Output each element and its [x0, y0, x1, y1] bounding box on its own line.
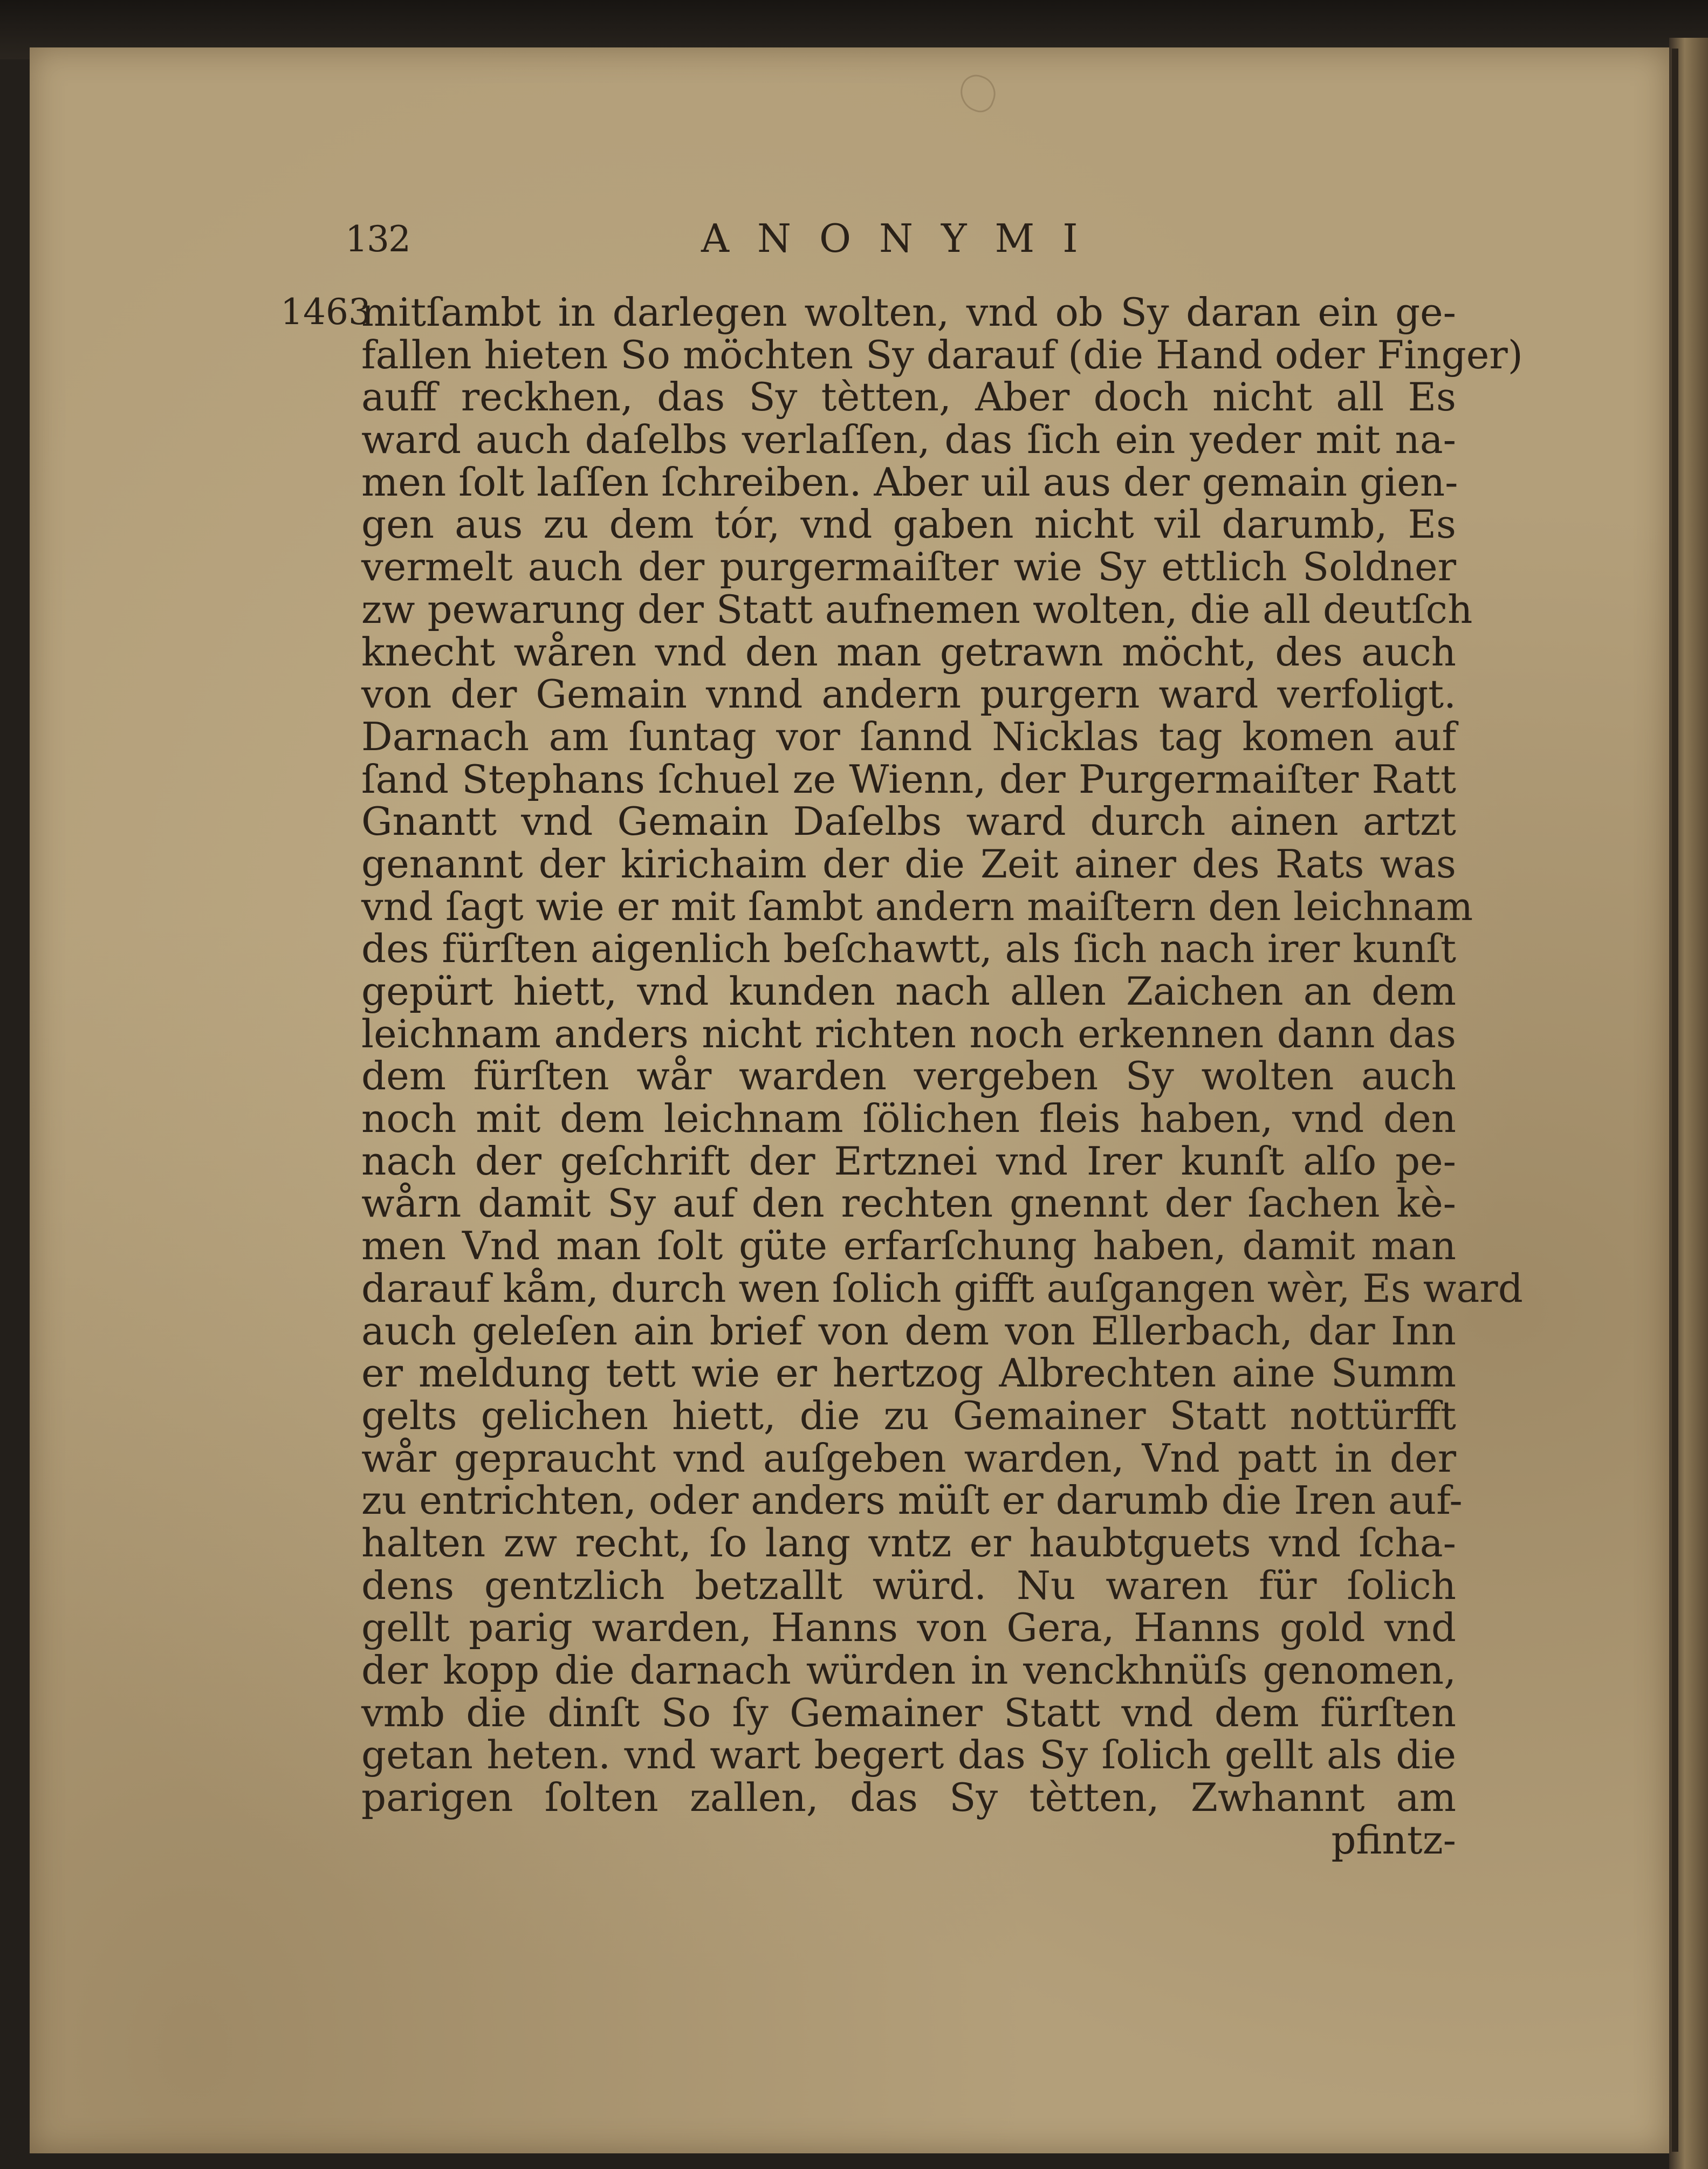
text-line: Darnach am ſuntag vor ſannd Nicklas tag komen auf — [361, 713, 1456, 759]
text-line: Gnantt vnd Gemain Daſelbs ward durch ainen artzt — [361, 799, 1456, 845]
text-line: vermelt auch der purgermaiſter wie Sy ettlich Soldner — [361, 544, 1456, 590]
page-number: 132 — [345, 218, 410, 260]
text-line: dens gentzlich betzallt würd. Nu waren für ſolich — [361, 1562, 1456, 1608]
text-line: wår gepraucht vnd auſgeben warden, Vnd patt in der — [361, 1435, 1456, 1481]
text-line: gen aus zu dem tór, vnd gaben nicht vil darumb, Es — [361, 502, 1456, 547]
text-line: darauf kåm, durch wen ſolich gifft auſgangen wèr, Es ward — [361, 1265, 1523, 1311]
text-line: mitſambt in darlegen wolten, vnd ob Sy daran ein ge- — [361, 290, 1456, 335]
catchword: pfintz- — [1331, 1817, 1456, 1863]
text-line: gepürt hiett, vnd kunden nach allen Zaichen an dem — [361, 969, 1456, 1014]
text-line: parigen ſolten zallen, das Sy tètten, Zwhannt am — [361, 1775, 1456, 1821]
text-line: von der Gemain vnnd andern purgern ward verfoligt. — [361, 671, 1456, 717]
text-line: dem fürſten wår warden vergeben Sy wolten auch — [361, 1053, 1456, 1099]
text-line: auch geleſen ain brief von dem von Ellerbach, dar Inn — [361, 1308, 1456, 1354]
text-line: genannt der kirichaim der die Zeit ainer des Rats was — [361, 841, 1456, 887]
text-line: fallen hieten So möchten Sy darauf (die Hand oder Finger) — [361, 332, 1523, 377]
text-line: des fürſten aigenlich beſchawtt, als ſich nach irer kunſt — [361, 926, 1456, 972]
text-line: leichnam anders nicht richten noch erkennen dann das — [361, 1011, 1456, 1056]
text-line: men ſolt laſſen ſchreiben. Aber uil aus der gemain gien- — [361, 459, 1458, 505]
body-text — [361, 290, 1523, 1863]
page-header — [345, 208, 1186, 272]
text-line: wårn damit Sy auf den rechten gnennt der ſachen kè- — [361, 1180, 1456, 1226]
text-line: zw pewarung der Statt aufnemen wolten, die all deutſch — [361, 586, 1473, 632]
text-line: halten zw recht, ſo lang vntz er haubtguets vnd ſcha- — [361, 1520, 1456, 1566]
margin-year: 1463 — [280, 291, 371, 333]
text-line: gellt parig warden, Hanns von Gera, Hanns gold vnd — [361, 1605, 1456, 1651]
text-line: knecht wåren vnd den man getrawn möcht, des auch — [361, 629, 1456, 675]
text-line: vmb die dinſt So ſy Gemainer Statt vnd dem fürſten — [361, 1690, 1456, 1735]
text-line: zu entrichten, oder anders müſt er darumb die Iren auf- — [361, 1478, 1463, 1523]
text-line: der kopp die darnach würden in venckhnüſs genomen, — [361, 1648, 1456, 1693]
text-line: ward auch daſelbs verlaſſen, das ſich ein yeder mit na- — [361, 417, 1456, 463]
text-line: gelts gelichen hiett, die zu Gemainer Statt nottürfft — [361, 1392, 1456, 1438]
text-line: noch mit dem leichnam ſölichen fleis haben, vnd den — [361, 1096, 1456, 1142]
text-line: nach der geſchrift der Ertznei vnd Irer kunſt alſo pe- — [361, 1138, 1456, 1184]
text-line: men Vnd man ſolt güte erfarſchung haben, damit man — [361, 1223, 1456, 1269]
text-line: er meldung tett wie er hertzog Albrechten aine Summ — [361, 1350, 1456, 1396]
text-line: vnd ſagt wie er mit ſambt andern maiſtern den leichnam — [361, 883, 1473, 929]
text-line: auff reckhen, das Sy tètten, Aber doch nicht all Es — [361, 374, 1456, 420]
running-title: ANONYMI — [701, 216, 1106, 261]
text-line: ſand Stephans ſchuel ze Wienn, der Purgermaiſter Ratt — [361, 756, 1456, 802]
text-line: getan heten. vnd wart begert das Sy ſolich gellt als die — [361, 1732, 1456, 1778]
page-gutter — [1672, 49, 1678, 2152]
